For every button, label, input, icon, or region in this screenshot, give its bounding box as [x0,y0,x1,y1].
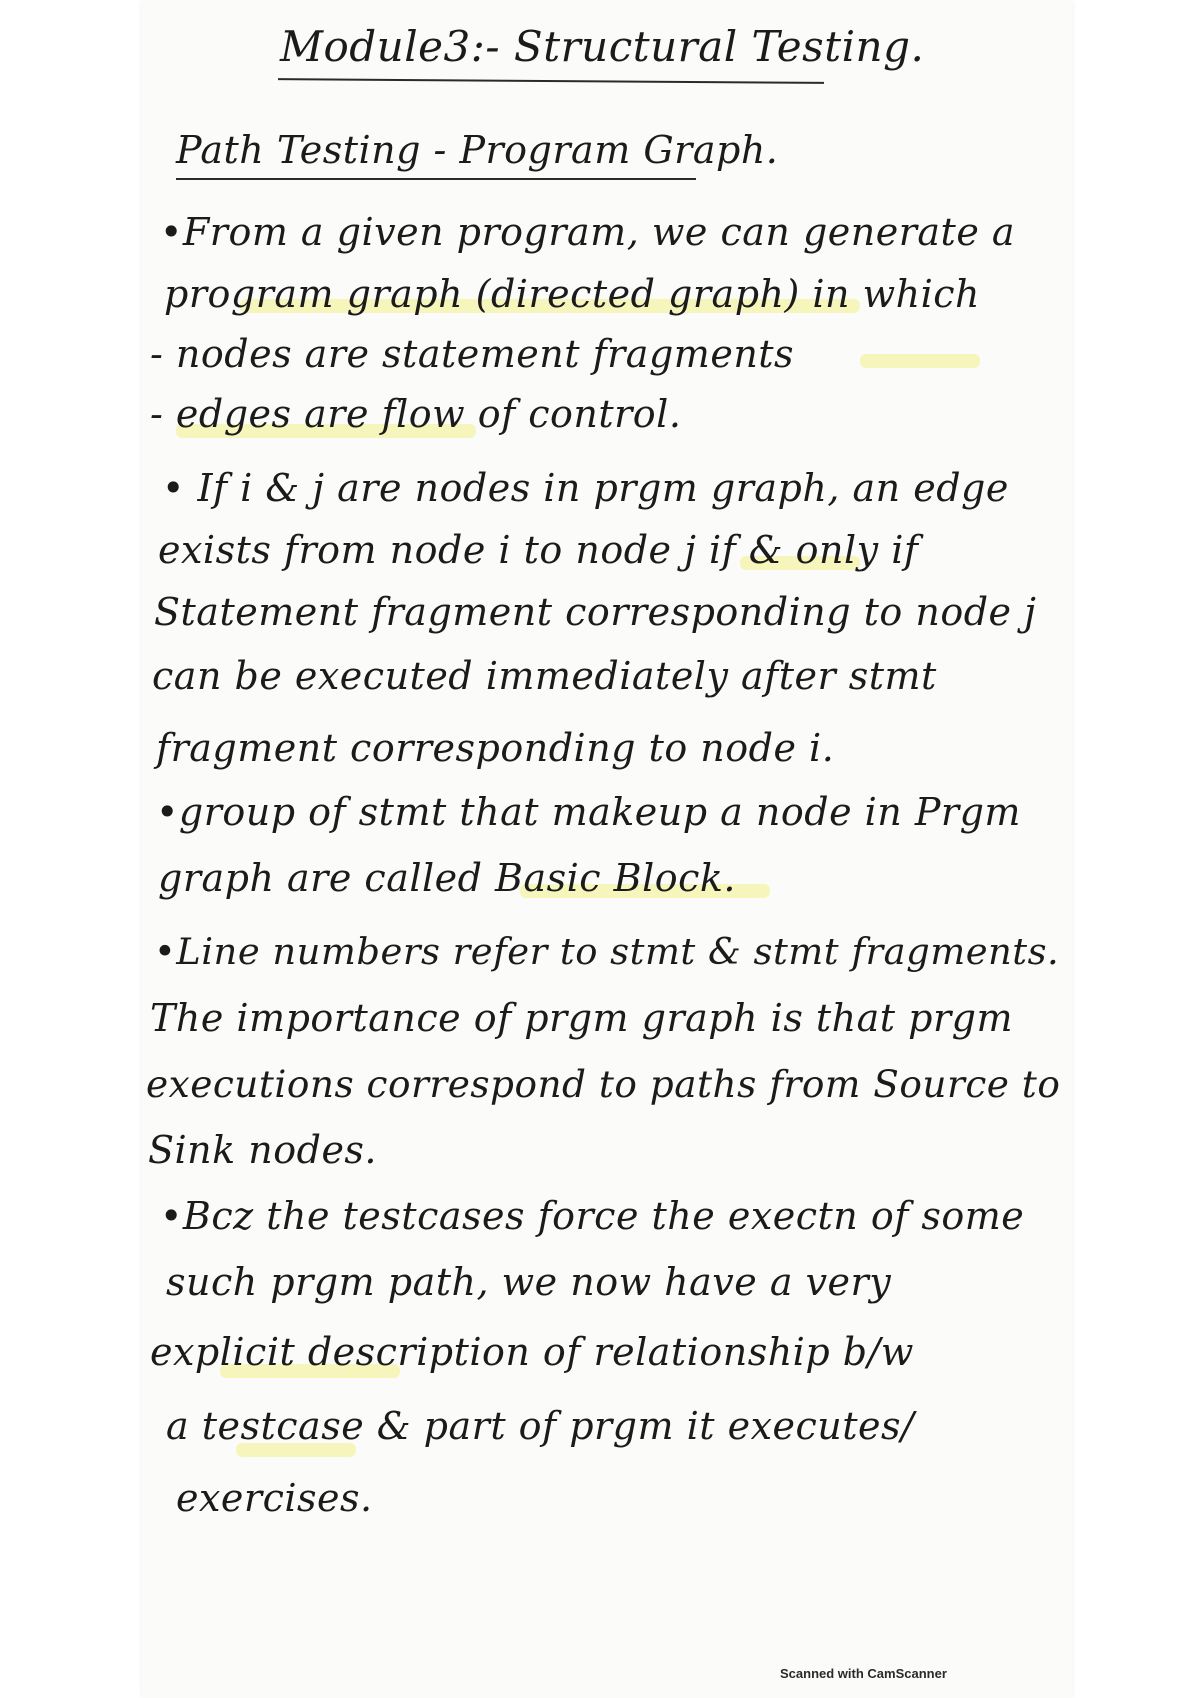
text-line: - nodes are statement fragments [150,332,795,376]
highlight-mark [860,354,980,368]
text-line: •group of stmt that makeup a node in Prgm [156,790,1021,834]
text-line: fragment corresponding to node i. [156,726,835,770]
scanner-watermark: Scanned with CamScanner [780,1666,947,1681]
text-line: can be executed immediately after stmt [152,654,937,698]
text-line: a testcase & part of prgm it executes/ [166,1404,915,1448]
text-line: graph are called Basic Block. [158,856,736,900]
section-heading: Path Testing - Program Graph. [176,128,779,172]
text-line: exercises. [176,1476,373,1520]
text-line: program graph (directed graph) in which [164,272,981,316]
page-title: Module3:- Structural Testing. [280,22,925,71]
text-line: Statement fragment corresponding to node j [154,590,1037,634]
text-line: explicit description of relationship b/w [150,1330,914,1374]
text-line: exists from node i to node j if & only if [158,528,919,572]
text-line: Sink nodes. [148,1128,378,1172]
text-line: such prgm path, we now have a very [166,1260,892,1304]
text-line: •Line numbers refer to stmt & stmt fragments. [154,930,1060,973]
text-line: •From a given program, we can generate a [160,210,1016,254]
heading-underline [176,178,696,180]
text-line: executions correspond to paths from Source to [146,1062,1061,1106]
text-line: •Bcz the testcases force the exectn of some [160,1194,1025,1238]
text-line: The importance of prgm graph is that prgm [150,996,1013,1040]
text-line: • If i & j are nodes in prgm graph, an edge [162,466,1009,510]
text-line: - edges are flow of control. [150,392,682,436]
